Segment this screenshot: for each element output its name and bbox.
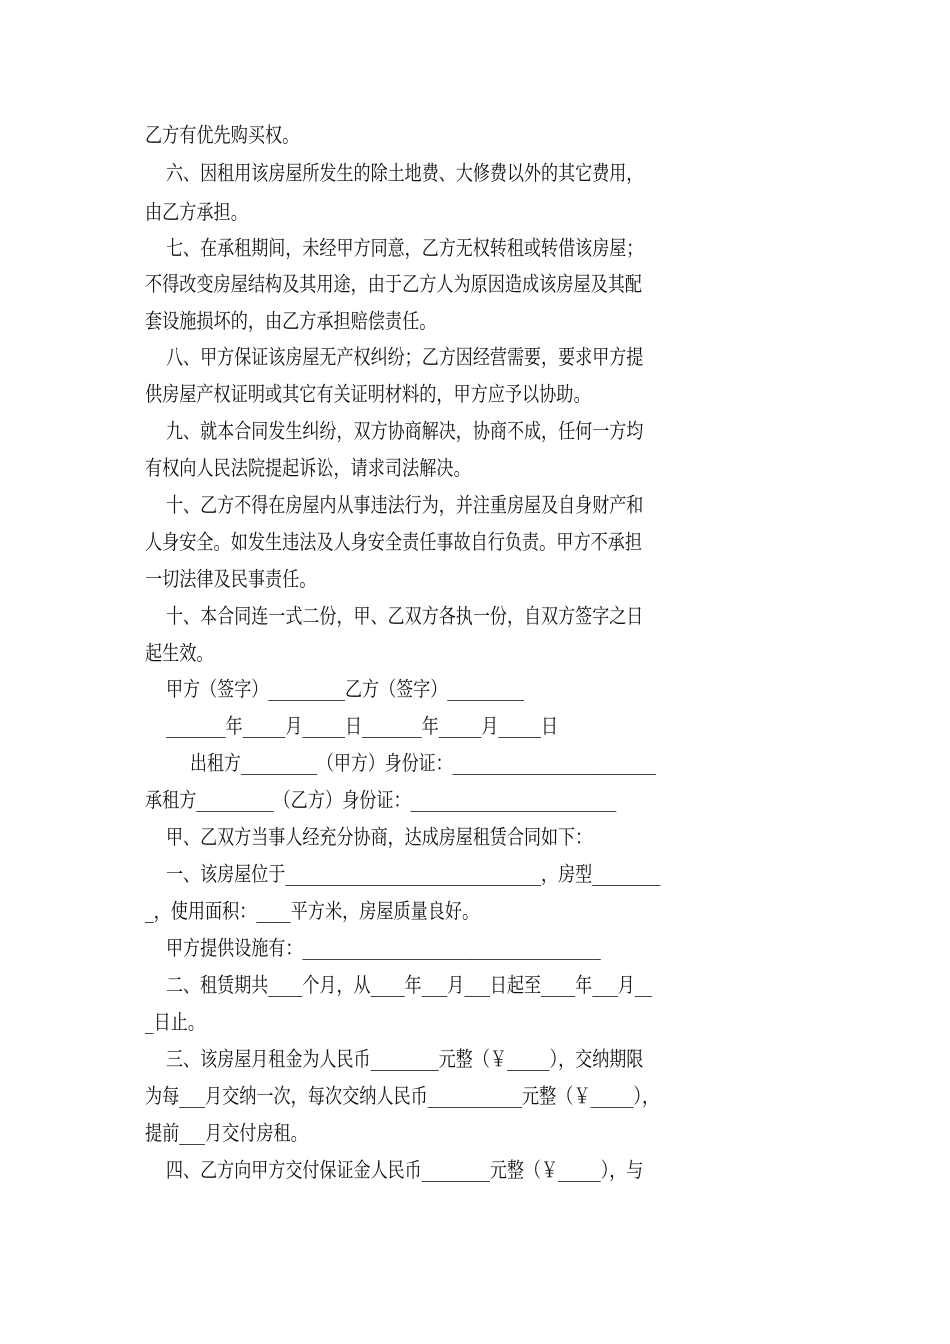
text-line: 六、因租用该房屋所发生的除土地费、大修费以外的其它费用， [166,161,644,185]
text-line: 人身安全。如发生违法及人身安全责任事故自行负责。甲方不承担 [145,530,643,554]
text-line: 不得改变房屋结构及其用途，由于乙方人为原因造成该房屋及其配 [145,272,643,296]
text-line: 一、该房屋位于______________________________，房型________ [166,862,661,886]
text-line: 有权向人民法院提起诉讼，请求司法解决。 [145,456,471,480]
text-line: 供房屋产权证明或其它有关证明材料的，甲方应予以协助。 [145,382,591,406]
text-line: 十、本合同连一式二份，甲、乙双方各执一份，自双方签字之日 [166,604,644,628]
text-line: 甲、乙双方当事人经充分协商，达成房屋租赁合同如下： [166,825,593,849]
text-line: 甲方提供设施有：___________________________________ [166,936,601,960]
text-line: 起生效。 [145,641,214,665]
text-line: _日止。 [145,1010,205,1034]
date-line: _______年_____月_____日_______年_____月_____日 [166,714,559,738]
text-line: 提前___月交付房租。 [145,1121,308,1145]
text-line: 套设施损坏的，由乙方承担赔偿责任。 [145,309,437,333]
text-line: 一切法律及民事责任。 [145,567,317,591]
text-line: 由乙方承担。 [145,200,248,224]
text-line: 九、就本合同发生纠纷，双方协商解决，协商不成，任何一方均 [166,419,644,443]
text-line: 四、乙方向甲方交付保证金人民币________元整（￥_____），与 [166,1158,644,1182]
text-line: 八、甲方保证该房屋无产权纠纷；乙方因经营需要，要求甲方提 [166,345,644,369]
landlord-id-line: 出租方_________（甲方）身份证：________________________ [190,751,656,775]
text-line: 为每___月交纳一次，每次交纳人民币___________元整（￥_____）， [145,1084,660,1108]
text-line: 十、乙方不得在房屋内从事违法行为，并注重房屋及自身财产和 [166,493,644,517]
text-line: 二、租赁期共____个月，从____年___月___日起至____年___月__ [166,973,652,997]
text-line: 三、该房屋月租金为人民币________元整（￥_____），交纳期限 [166,1047,644,1071]
tenant-id-line: 承租方_________（乙方）身份证：________________________ [145,788,617,812]
text-line: 乙方有优先购买权。 [145,123,300,147]
signature-line: 甲方（签字）_________乙方（签字）_________ [166,677,525,701]
text-line: 七、在承租期间，未经甲方同意，乙方无权转租或转借该房屋； [166,236,644,260]
text-line: _，使用面积：____平方米，房屋质量良好。 [145,899,480,923]
